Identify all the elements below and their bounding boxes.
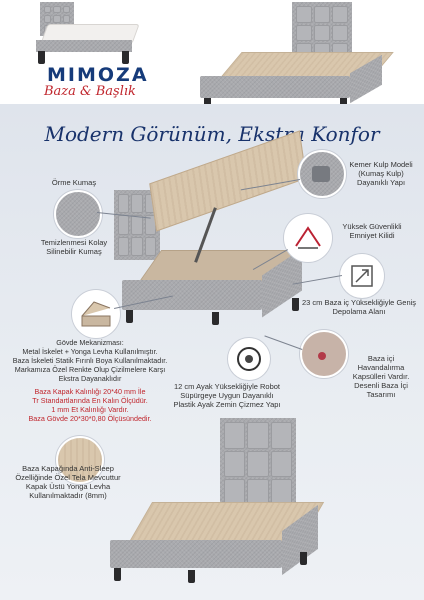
govde-red-line: Tr Standartlarında En Kalın Ölçüdür. [32,396,148,405]
govde-line: Metal İskelet + Yonga Levha Kullanılmıştır. [22,347,158,356]
base [36,40,132,52]
page-title: Modern Görünüm, Ekstra Konfor [44,122,380,146]
label-havalandirma: Baza içi Havandalırma Kapsülleri Vardır. Desenli Baza İçi Tasarımı [352,354,410,399]
base-body [110,540,282,568]
knit-fabric-circle [54,190,102,238]
label-temizlenmesi: Temizlenmesi Kolay Silinebilir Kumaş [40,238,108,256]
govde-line: Baza İskeleti Statik Fırınlı Boya Kullanılmaktadır. [12,356,168,365]
bottom-bed-photo [110,418,330,598]
base-body [200,76,350,98]
leg [38,51,45,64]
label-anti-sleep: Baza Kapağında Anti-Sleep Özelliğinde Özel Tela Mevcuttur Kapak Üstü Yonga Levha Kullanılmaktadır (8mm) [15,464,121,500]
vent-capsule-icon [318,352,326,360]
storage-icon-circle [340,254,384,298]
robot-vacuum-icon [230,340,268,378]
leg [300,552,307,565]
leg [292,298,299,311]
label-govde [10,338,170,423]
govde-red-line: Baza Gövde 20*30*0,80 Ölçüsündedir. [28,414,152,423]
ventilation-circle [300,330,348,378]
brand-logo-subtitle: Baza & Başlık [44,84,136,99]
govde-title: Gövde Mekanizması: [56,338,124,347]
govde-red-line: 1 mm Et Kalınlığı Vardır. [51,405,129,414]
govde-line: Markamıza Özel Renkte Olup Çizilmelere Karşı [14,365,166,374]
label-ayak: 12 cm Ayak Yüksekliğiyle Robot Süpürgeye Uygun Dayanıklı Plastik Ayak Zemin Çizmez Yapı [173,382,281,409]
expand-arrows-icon [342,256,382,296]
piston-lock-icon [286,216,330,260]
mechanism-circle [72,290,120,338]
lock-circle [284,214,332,262]
headboard [220,418,296,510]
govde-line: Ekstra Dayanaklıdır [58,374,122,383]
label-emniyet-kilidi: Yüksek Güvenlikli Emniyet Kilidi [342,222,402,240]
leg [114,568,121,581]
leg [126,310,133,323]
label-kemer-kulp: Kemer Kulp Modeli (Kumaş Kulp) Dayanıklı Yapı [349,160,413,187]
strap-handle [312,166,330,182]
leg [188,570,195,583]
govde-red-line: Baza Kapak Kalınlığı 20*40 mm İle [34,387,146,396]
leg [122,51,129,64]
label-orme-kumas: Örme Kumaş [51,178,97,187]
lift-mechanism-icon [74,292,118,336]
leg [212,312,219,325]
handle-detail-circle [298,150,346,198]
base-body [122,280,262,310]
brand-logo-title: MIMOZA [47,64,149,86]
top-bed-photo-right [200,2,390,112]
top-bed-photo-left [30,2,140,58]
label-depolama: 23 cm Baza iç Yüksekliğiyle Geniş Depolama Alanı [301,298,417,316]
robot-vacuum-circle [228,338,270,380]
